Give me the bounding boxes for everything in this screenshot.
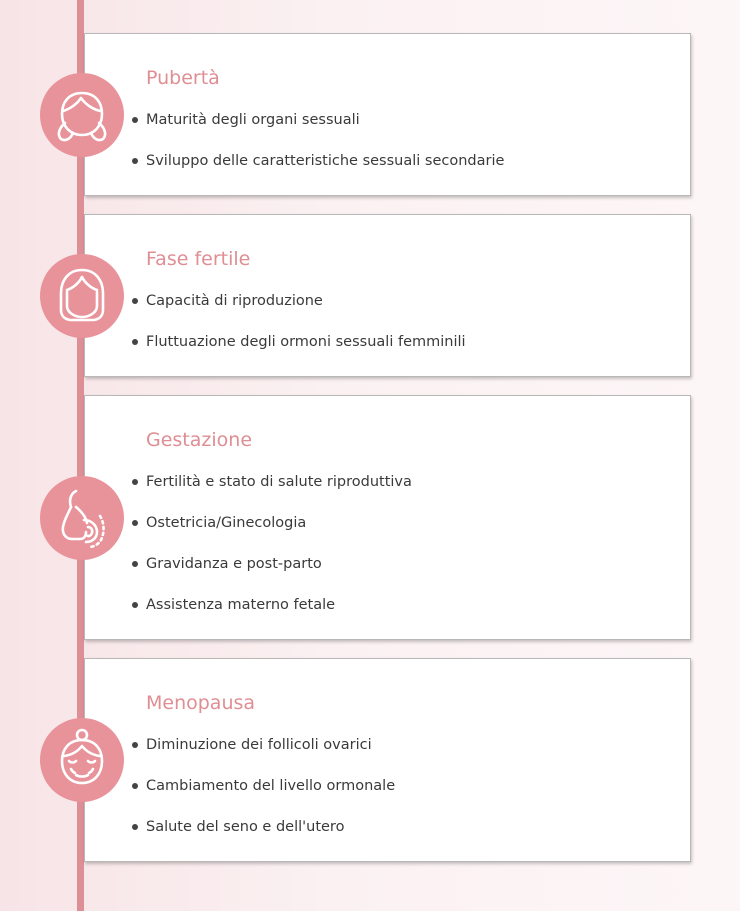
list-item — [132, 110, 504, 151]
pregnant-woman-icon — [40, 476, 124, 560]
elderly-woman-face-icon — [40, 718, 124, 802]
list-item-text: Cambiamento del livello ormonale — [146, 778, 396, 794]
list-item-text: Fluttuazione degli ormoni sessuali femminili — [146, 334, 466, 350]
stage-list — [132, 472, 412, 636]
woman-face-icon — [40, 254, 124, 338]
bullet-icon — [132, 117, 138, 123]
list-item-text: Salute del seno e dell'utero — [146, 819, 345, 835]
bullet-icon — [132, 298, 138, 304]
bullet-icon — [132, 783, 138, 789]
list-item — [132, 735, 395, 776]
list-item-text: Capacità di riproduzione — [146, 293, 323, 309]
stage-title: Menopausa — [146, 692, 256, 714]
girl-face-icon — [40, 73, 124, 157]
list-item-text: Assistenza materno fetale — [146, 597, 336, 613]
list-item — [132, 595, 412, 636]
bullet-icon — [132, 561, 138, 567]
stage-list — [132, 735, 395, 858]
stage-title: Pubertà — [146, 67, 220, 89]
list-item-text: Diminuzione dei follicoli ovarici — [146, 737, 372, 753]
list-item — [132, 513, 412, 554]
bullet-icon — [132, 602, 138, 608]
bullet-icon — [132, 520, 138, 526]
stage-card-puberta — [84, 33, 691, 196]
bullet-icon — [132, 742, 138, 748]
bullet-icon — [132, 158, 138, 164]
bullet-icon — [132, 339, 138, 345]
list-item — [132, 332, 466, 373]
list-item — [132, 554, 412, 595]
list-item-text: Sviluppo delle caratteristiche sessuali secondarie — [146, 153, 505, 169]
list-item-text: Fertilità e stato di salute riproduttiva — [146, 474, 412, 490]
stage-card-menopausa — [84, 658, 691, 862]
list-item — [132, 291, 466, 332]
bullet-icon — [132, 824, 138, 830]
stage-card-gestazione — [84, 395, 691, 640]
stage-title: Gestazione — [146, 429, 253, 451]
list-item — [132, 151, 504, 192]
list-item — [132, 817, 395, 858]
stage-list — [132, 110, 504, 192]
bullet-icon — [132, 479, 138, 485]
stage-card-fase-fertile — [84, 214, 691, 377]
stage-list — [132, 291, 466, 373]
list-item-text: Gravidanza e post-parto — [146, 556, 322, 572]
list-item — [132, 776, 395, 817]
list-item — [132, 472, 412, 513]
list-item-text: Ostetricia/Ginecologia — [146, 515, 307, 531]
stage-title: Fase fertile — [146, 248, 251, 270]
list-item-text: Maturità degli organi sessuali — [146, 112, 360, 128]
